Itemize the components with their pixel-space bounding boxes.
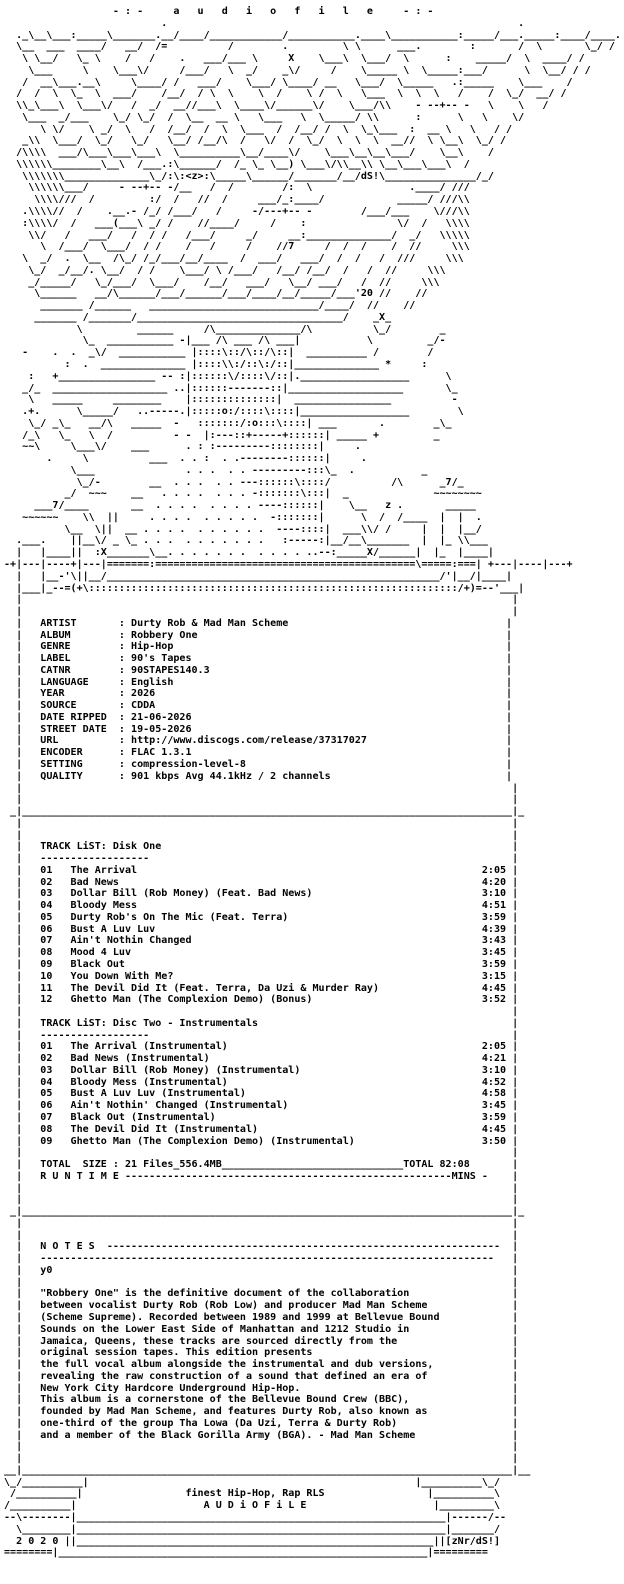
nfo-line: \\_\___\ \___\/ / _/ __//___\ \____\/______\/ \___/\\ - --+-- - \ \ / [4,100,549,112]
nfo-line: | | [4,1006,519,1018]
nfo-line: -+|---|----+|---|=======:===========================================\=====:===| +---|----|---+ [4,558,573,570]
nfo-line: | --------------------------------------------------------------------------- | [4,1253,519,1265]
nfo-line: _|_________________________________________________________________________________|_ [4,806,525,818]
nfo-line: | ENCODER : FLAC 1.3.1 | [4,747,513,759]
nfo-line: \ _/ . \__ /\_/ /_/___/__/____ / ___/ ___/ / / / /// \\\ [4,253,464,265]
nfo-line: | | [4,1453,519,1465]
nfo-line: | 01 The Arrival 2:05 | [4,864,519,876]
nfo-line: | 05 Bust A Luv Luv (Instrumental) 4:58 | [4,1088,519,1100]
nfo-line: / __\___.__\ \____/ / ___/ \___/ \____/ __ \___/ \_____ .:_____ \___ / [4,76,573,88]
nfo-line: | | [4,606,519,618]
nfo-line: ~~\ \___\/ ___ . : :---------::::::::| . [4,441,446,453]
nfo-line: | 08 Mood 4 Luv 3:45 | [4,947,519,959]
nfo-line: \________|_____________________________________________________________|_______/ [4,1523,500,1535]
nfo-line: \\\\\\___/ - --+-- -/__ / / /: \ .____/ /// [4,182,470,194]
nfo-line: | founded by Mad Man Scheme, and features Durty Rob, also known as | [4,1406,519,1418]
nfo-line: | | [4,817,519,829]
nfo-line: | | [4,1182,519,1194]
nfo-line: | 03 Dollar Bill (Rob Money) (Instrumental) 3:10 | [4,1064,519,1076]
nfo-line: / / \ \_ \ ___/ /__/ / \ \ \ / \ / \ \___ \ \ \ / / \_/ __/ / [4,88,567,100]
nfo-line: | 11 The Devil Did It (Feat. Terra, Da Uzi & Murder Ray) 4:45 | [4,982,519,994]
nfo-line: . \ ___ . . : . .--------::::::| . [4,453,446,465]
nfo-line: --\--------|_____________________________________________________________|------/-- [4,1512,507,1523]
nfo-line: | | [4,594,519,606]
nfo-line: | 04 Bloody Mess 4:51 | [4,900,519,912]
nfo-line: | 02 Bad News 4:20 | [4,876,519,888]
nfo-line: | between vocalist Durty Rob (Rob Low) and producer Mad Man Scheme | [4,1300,519,1312]
nfo-line: | ------------------ | [4,853,519,865]
nfo-line: | SETTING : compression-level-8 | [4,759,513,770]
nfo-line: \__ ___ ____/ __/ /= / . \ \ ___. : / \ \_/ / [4,41,615,53]
nfo-line: \ \__/ \_ \ / / . ___/___ \ X \___\ \___/ \ : _____/ \ ____/ / [4,53,585,65]
nfo-line: | YEAR : 2026 | [4,688,513,700]
nfo-line: _______ /_______/__________________________________/ _X_ [4,311,392,323]
nfo-line: \ ______ /\______________/\ \_/ _ [4,323,446,335]
nfo-line: | 06 Bust A Luv Luv 4:39 | [4,923,519,935]
nfo-line: | TRACK LiST: Disc Two - Instrumentals | [4,1017,519,1029]
nfo-line: /\\\\ ___/\___\___\___\ \__________\__/____\/ \___\__\__\___/ \__\ / [4,147,494,159]
nfo-ascii-art [4,6,620,1559]
nfo-line: | |____|| :X_______\__. . . . . . . . . . . ..--:_____X/______| |_ |____| [4,547,494,559]
nfo-line: | STREET DATE : 19-05-2026 | [4,723,513,735]
nfo-line: \______ __/\______/___/______/___/____/__/_____/___'20 // // [4,288,428,300]
nfo-line: | 03 Dollar Bill (Rob Money) (Feat. Bad News) 3:10 | [4,888,519,900]
nfo-line: | This album is a cornerstone of the Bellevue Bound Crew (BBC), | [4,1394,519,1406]
nfo-line: | | [4,782,519,794]
nfo-line: : +________________ -- :|::::::\/::::\/::|.__________________ \ [4,370,452,382]
nfo-line: | ------------------ | [4,1029,519,1041]
nfo-line: \___ \ \___\/ /___/ \ _/ _\/ / \_____ \ \_____:___/ \ \__/ / / [4,64,591,76]
nfo-line: | LANGUAGE : English | [4,676,513,688]
nfo-line: | N O T E S ----------------------------------------------------------------- | [4,1241,519,1253]
nfo-line: \\/ / ___/ / / / /___/ _/ __:______________/ _/ \\\\\ [4,229,470,241]
nfo-line: \_/__________| |__________\_/ [4,1476,500,1488]
nfo-line: - : - a u d i o f i l e - : - [4,6,434,17]
nfo-line: | 04 Bloody Mess (Instrumental) 4:52 | [4,1076,519,1088]
nfo-line: 2 0 2 0 ||___________________________________________________________||[zNr/dS!] [4,1535,500,1547]
nfo-line: .\\\\// / .__.- /_/ /___/ / -/---+-- - /___/___ \///\\ [4,206,470,218]
nfo-line: | TOTAL SIZE : 21 Files_556.4MB______________________________TOTAL 82:08 | [4,1159,519,1171]
nfo-line: _|_________________________________________________________________________________|_ [4,1206,525,1218]
nfo-line: | revealing the raw construction of a sound that defined an era of | [4,1370,519,1382]
nfo-line: _/_____/ \_/___/ \___/ /__/ ___/ \__/ ___/ / // \\\ [4,276,440,288]
nfo-line: : . ______________ |::::\\:/::\:/::|______________ * : [4,358,428,370]
nfo-line: \\\\\\\______________\_/:\:<z>:\_____\______/_______/__/dS!\_______________/_/ [4,170,494,182]
nfo-line: | | [4,1217,519,1229]
nfo-line: | 09 Ghetto Man (The Complexion Demo) (Instrumental) 3:50 | [4,1135,519,1147]
nfo-line: | and a member of the Black Gorilla Army (BGA). - Mad Man Scheme | [4,1429,519,1441]
nfo-line: ~~~~~~ \\ || . . . . . . . . . -:::::::| \ / /____ | | . [4,511,482,523]
nfo-line: \_ ___________ -|___ /\ ___ /\ ___| \ _/- [4,335,446,347]
nfo-line: \_/ _/__/. \__/ / / \___/ \ /___/ /__/ /__/ / / // \\\ [4,264,446,276]
nfo-line: | | [4,829,519,841]
nfo-line: | | [4,1276,519,1288]
nfo-line: | |__-'\||__/_______________________________________________________/'|__/|____| [4,570,513,582]
nfo-line: | ARTIST : Durty Rob & Mad Man Scheme | [4,617,513,629]
nfo-line: | "Robbery One" is the definitive document of the collaboration | [4,1288,519,1300]
nfo-line: \__ \|| __ . . . . . . . . . . ----::::| ___\\/ / | | |__/ [4,523,482,535]
nfo-line: _______ /______ ____________________________/____/ // // [4,300,416,312]
nfo-line: | the full vocal album alongside the instrumental and dub versions, | [4,1359,519,1371]
nfo-line: .___. ||__\/ _ \_ . . . . . . . . . . :-----:|__/__\_______ | |_ \\___ [4,535,488,547]
nfo-line: | | [4,1229,519,1241]
nfo-line: | original session tapes. This edition presents | [4,1347,519,1359]
nfo-line: | R U N T I M E ------------------------------------------------------MINS - | [4,1170,519,1182]
nfo-line: | DATE RIPPED : 21-06-2026 | [4,711,513,723]
nfo-line: | 07 Ain't Nothin Changed 3:43 | [4,935,519,947]
nfo-line: | SOURCE : CDDA | [4,700,513,712]
nfo-line: | 08 The Devil Did It (Instrumental) 4:45 | [4,1123,519,1135]
nfo-line: _/_ ___________________ ..|::::::-------::|___________________ \_ [4,382,458,394]
nfo-line: \ \/ \ _/ \ / /__/ / \ \___ / /__/ / \ \_\___ : __ \ \ / / [4,123,513,135]
nfo-line: | TRACK LiST: Disk One | [4,841,519,853]
nfo-line: | 09 Black Out 3:59 | [4,959,519,971]
nfo-line: .+. \_____/ ..-----.|:::::o:/::::\::::|__________________ \ [4,406,464,418]
nfo-line: | one-third of the group Tha Lowa (Da Uzi, Terra & Durty Rob) | [4,1417,519,1429]
nfo-line: \\\\/// / :/ / // / ___/_:____/ _____/ ///\\ [4,194,470,206]
nfo-line: | QUALITY : 901 kbps Avg 44.1kHz / 2 channels | [4,770,513,782]
nfo-line: | Sounds on the Lower East Side of Manhattan and 1212 Studio in | [4,1323,519,1335]
nfo-line: \_/ _\_ __/\ _____ - :::::::/:o:::\::::| ___ . _\_ [4,417,452,429]
nfo-line: \\\\\\________\__\ /___.:\______/ /_ \_ \__) \___\/\\__\\ \__\___\___\ / [4,158,470,170]
nfo-line: | y0 | [4,1264,519,1276]
nfo-line: | New York City Hardcore Underground Hip-Hop. | [4,1382,519,1394]
nfo-line: \_/- __ . . . . . ---::::::\::::/ /\ _7/_ [4,476,464,488]
nfo-line: |___|_--=(+\:::::::::::::::::::::::::::::::::::::::::::::::::::::::::::::/+)=--'___| [4,582,525,594]
nfo-line: - . . _\/ ___________ |::::\::/\::/\::| __________ / / [4,347,434,359]
nfo-line: | CATNR : 90STAPES140.3 | [4,664,513,676]
nfo-line: | URL : http://www.discogs.com/release/37317027 | [4,735,513,747]
nfo-line: | 10 You Down With Me? 3:15 | [4,970,519,982]
nfo-line: \___ . . . . . ---------:::\_ . _ [4,464,428,476]
nfo-line: ========|_____________________________________________________________|========= [4,1547,488,1559]
nfo-line: . . [4,17,525,29]
nfo-line: | (Scheme Supreme). Recorded between 1989 and 1999 at Bellevue Bound | [4,1311,519,1323]
nfo-line: | | [4,1441,519,1453]
nfo-line: :\\\\/ / ___(___\ _/ / //____/ / : \/ / \\\\ [4,217,470,229]
nfo-line: | 12 Ghetto Man (The Complexion Demo) (Bonus) 3:52 | [4,994,519,1006]
nfo-line: | 01 The Arrival (Instrumental) 2:05 | [4,1041,519,1053]
nfo-line: | | [4,794,519,806]
nfo-line: /__________| A U D i O F i L E |_________\ [4,1500,500,1512]
nfo-line: | GENRE : Hip-Hop | [4,641,513,653]
nfo-line: /__________| finest Hip-Hop, Rap RLS |__________\ [4,1488,500,1500]
nfo-line: | 02 Bad News (Instrumental) 4:21 | [4,1053,519,1065]
nfo-line: \ /___/ \___/ / / / / / //7 / / / / // \\\ [4,241,470,253]
nfo-line: ._\__\___:_____\_______.__/____/____________/___________.____\___________:_____/___._____:____/____. [4,29,621,41]
nfo-line: _\\ \___/ \_/ \_/ \__/ /__/\ / \/ / \_/ \ \ \ __// \ \__\ \_/ / [4,135,507,147]
nfo-line: ___7/____ __ . . . . . . . . ----::::::| \__ z . _____ [4,500,476,512]
nfo-line: | | [4,1194,519,1206]
nfo-line: | 07 Black Out (Instrumental) 3:59 | [4,1111,519,1123]
nfo-line: | LABEL : 90's Tapes | [4,653,513,665]
nfo-line: __|_________________________________________________________________________________|__ [4,1464,531,1476]
nfo-line: | 05 Durty Rob's On The Mic (Feat. Terra) 3:59 | [4,911,519,923]
nfo-line: /_\ \_ \ / - - |:---::+-----+::::::| _____ + _ [4,429,440,441]
nfo-line: | Jamaica, Queens, these tracks are sourced directly from the | [4,1335,519,1347]
nfo-line: \ _____ ________ |::::::::::::::| ________________ - [4,394,458,406]
nfo-line: \___ _/___ \_/ \_/ / \__ __ \ \___ \ \_____/ \\ : \ \ \/ [4,111,525,123]
nfo-line: | | [4,1147,519,1159]
nfo-line: _/ ~~~ __ . . . . . . . -:::::::\:::| _ ~~~~~~~~ [4,488,482,500]
nfo-line: | ALBUM : Robbery One | [4,629,513,641]
nfo-line: | 06 Ain't Nothin' Changed (Instrumental) 3:45 | [4,1100,519,1112]
